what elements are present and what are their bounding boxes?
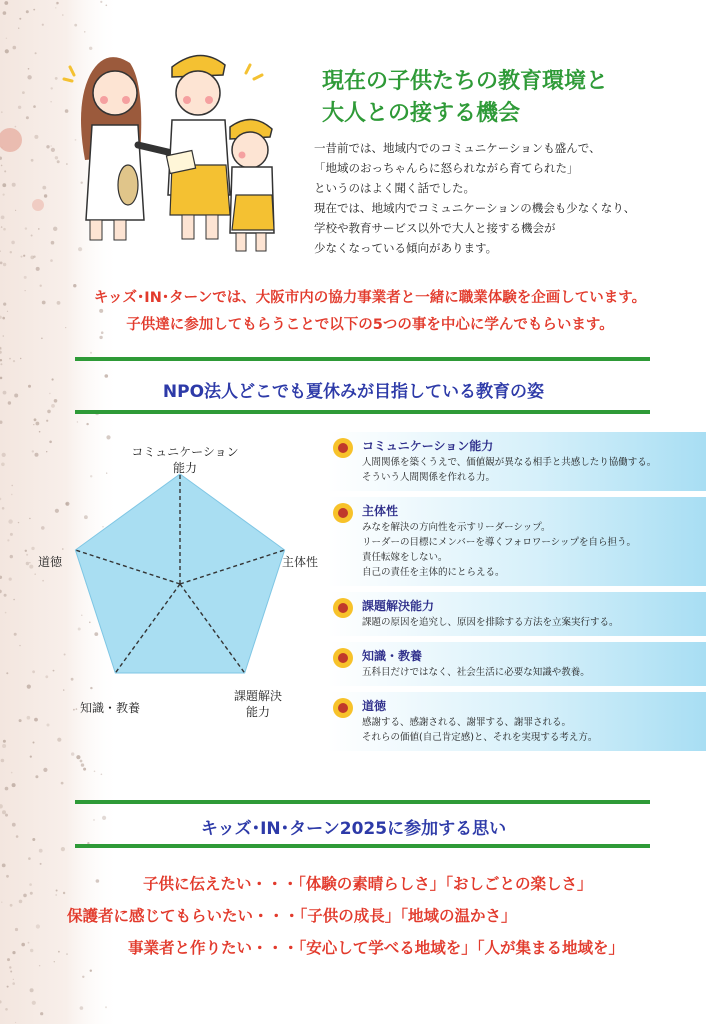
skill-title: コミュニケーション能力 bbox=[362, 439, 494, 453]
thought-line: 子供に伝えたい・・・「体験の素晴らしさ」「おしごとの楽しさ」 bbox=[143, 875, 593, 893]
intro-line: 一昔前では、地域内でのコミュニケーションも盛んで、 bbox=[314, 141, 601, 155]
lead-line-1: キッズ･IN･ターンでは、大阪市内の協力事業者と一緒に職業体験を企画しています。 bbox=[93, 290, 647, 306]
skill-item bbox=[328, 432, 706, 491]
thought-line: 保護者に感じてもらいたい・・・「子供の成長」「地域の温かさ」 bbox=[67, 907, 517, 925]
title-line: 大人との接する機会 bbox=[322, 101, 521, 126]
radar-label-communication bbox=[120, 444, 250, 476]
lead-line-2: 子供達に参加してもらうことで以下の5つの事を中心に学んでもらいます。 bbox=[126, 317, 614, 333]
radar-label-line: コミュニケーション 能力 bbox=[131, 445, 239, 475]
skill-desc: 人間関係を築くうえで、価値観が異なる相手と共感したり協働する。 bbox=[362, 457, 657, 468]
skill-desc: 責任転嫁をしない。 bbox=[362, 552, 448, 563]
sunflower-icon bbox=[332, 597, 354, 619]
intro-paragraph bbox=[314, 138, 694, 258]
children-illustration bbox=[60, 45, 280, 260]
skill-desc: 課題の原因を追究し、原因を排除する方法を立案実行する。 bbox=[362, 617, 619, 628]
skill-list bbox=[328, 432, 706, 757]
thought-line: 事業者と作りたい・・・「安心して学べる地域を」「人が集まる地域を」 bbox=[128, 939, 625, 957]
radar-label-initiative: 主体性 bbox=[282, 555, 319, 569]
skill-desc: 五科目だけではなく、社会生活に必要な知識や教養。 bbox=[362, 667, 590, 678]
skill-title: 知識・教養 bbox=[362, 649, 423, 663]
green-divider bbox=[75, 410, 650, 414]
page-title bbox=[322, 66, 702, 130]
skill-title: 課題解決能力 bbox=[362, 599, 435, 613]
skill-desc: 感謝する、感謝される、謝罪する、謝罪される。 bbox=[362, 717, 572, 728]
section-title-education: NPO法人どこでも夏休みが目指している教育の姿 bbox=[162, 382, 545, 402]
sunflower-icon bbox=[332, 502, 354, 524]
intro-line: 「地域のおっちゃんらに怒られながら育てられた」 bbox=[314, 161, 579, 175]
skill-item bbox=[328, 497, 706, 586]
pentagon-svg bbox=[30, 432, 330, 732]
skill-desc: みなを解決の方向性を示すリーダーシップ。 bbox=[362, 522, 551, 533]
title-line: 現在の子供たちの教育環境と bbox=[322, 69, 609, 94]
skill-item bbox=[328, 642, 706, 686]
green-divider bbox=[75, 800, 650, 804]
skill-item bbox=[328, 692, 706, 751]
sunflower-icon bbox=[332, 697, 354, 719]
radar-label-morals: 道徳 bbox=[38, 555, 63, 569]
skill-desc: そういう人間関係を作れる力。 bbox=[362, 472, 496, 483]
green-divider bbox=[75, 844, 650, 848]
intro-line: 学校や教育サービス以外で大人と接する機会が bbox=[314, 221, 556, 235]
intro-line: というのはよく聞く話でした。 bbox=[314, 181, 475, 195]
radar-label-knowledge: 知識・教養 bbox=[80, 701, 141, 715]
skill-title: 道徳 bbox=[362, 699, 387, 713]
skill-desc: 自己の責任を主体的にとらえる。 bbox=[362, 567, 505, 578]
intro-line: 少なくなっている傾向があります。 bbox=[314, 241, 498, 255]
sunflower-icon bbox=[332, 647, 354, 669]
intro-line: 現在では、地域内でコミュニケーションの機会も少なくなり、 bbox=[314, 201, 636, 215]
radar-label-problem-solving: 課題解決 能力 bbox=[233, 689, 282, 719]
skills-pentagon-diagram bbox=[30, 432, 330, 732]
skill-desc: リーダーの目標にメンバーを導くフォロワーシップを自ら担う。 bbox=[362, 537, 636, 548]
skill-item bbox=[328, 592, 706, 636]
skill-desc: それらの価値(自己肯定感)と、それを実現する考え方。 bbox=[362, 732, 598, 743]
section-title-thoughts: キッズ･IN･ターン2025に参加する思い bbox=[200, 819, 507, 839]
sunflower-icon bbox=[332, 437, 354, 459]
green-divider bbox=[75, 357, 650, 361]
skill-title: 主体性 bbox=[362, 504, 399, 518]
